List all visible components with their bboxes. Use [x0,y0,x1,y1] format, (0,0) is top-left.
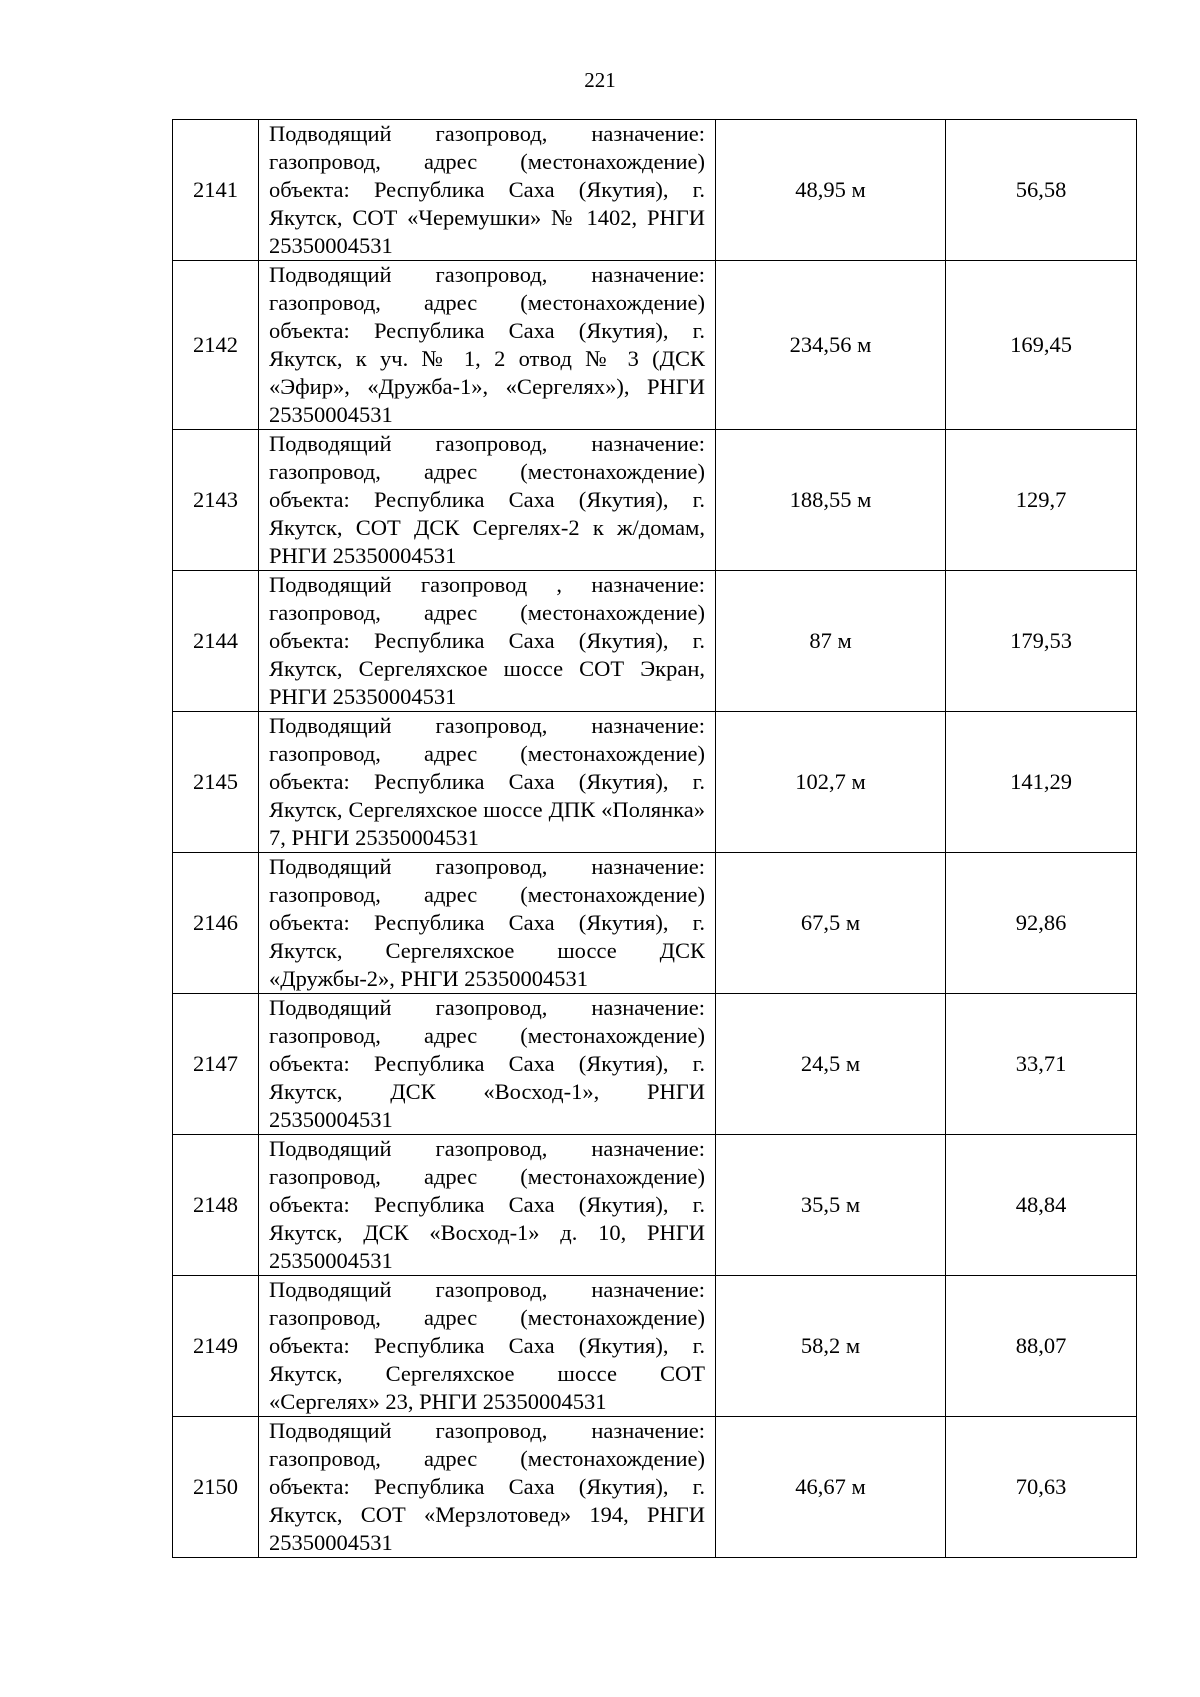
table-row [173,1276,1137,1417]
row-number: 2147 [173,994,259,1135]
object-value: 56,58 [946,120,1137,261]
row-number: 2150 [173,1417,259,1558]
object-length: 35,5 м [716,1135,946,1276]
object-length: 188,55 м [716,430,946,571]
object-length: 58,2 м [716,1276,946,1417]
table-row [173,120,1137,261]
row-number: 2145 [173,712,259,853]
object-value: 169,45 [946,261,1137,430]
table-row [173,430,1137,571]
row-number: 2146 [173,853,259,994]
object-description: Подводящий газопровод , назначение: газопровод, адрес (местонахождение) объекта: Республика Саха (Якутия), г. Якутск, Сергеляхское шоссе СОТ Экран, РНГИ 25350004531 [259,571,716,712]
object-value: 92,86 [946,853,1137,994]
object-value: 33,71 [946,994,1137,1135]
object-value: 48,84 [946,1135,1137,1276]
table-row [173,1417,1137,1558]
object-value: 88,07 [946,1276,1137,1417]
row-number: 2143 [173,430,259,571]
object-description: Подводящий газопровод, назначение: газопровод, адрес (местонахождение) объекта: Республика Саха (Якутия), г. Якутск, СОТ «Мерзлотовед» 194, РНГИ 25350004531 [259,1417,716,1558]
object-value: 179,53 [946,571,1137,712]
row-number: 2148 [173,1135,259,1276]
table-row [173,853,1137,994]
object-length: 102,7 м [716,712,946,853]
object-length: 24,5 м [716,994,946,1135]
object-description: Подводящий газопровод, назначение: газопровод, адрес (местонахождение) объекта: Республика Саха (Якутия), г. Якутск, Сергеляхское шоссе ДПК «Полянка» 7, РНГИ 25350004531 [259,712,716,853]
object-length: 67,5 м [716,853,946,994]
object-description: Подводящий газопровод, назначение: газопровод, адрес (местонахождение) объекта: Республика Саха (Якутия), г. Якутск, ДСК «Восход-1», РНГИ 25350004531 [259,994,716,1135]
object-value: 141,29 [946,712,1137,853]
object-description: Подводящий газопровод, назначение: газопровод, адрес (местонахождение) объекта: Республика Саха (Якутия), г. Якутск, СОТ «Черемушки» № 1402, РНГИ 25350004531 [259,120,716,261]
row-number: 2142 [173,261,259,430]
row-number: 2141 [173,120,259,261]
page-number: 221 [584,68,616,92]
object-description: Подводящий газопровод, назначение: газопровод, адрес (местонахождение) объекта: Республика Саха (Якутия), г. Якутск, Сергеляхское шоссе ДСК «Дружбы-2», РНГИ 25350004531 [259,853,716,994]
object-length: 87 м [716,571,946,712]
object-value: 129,7 [946,430,1137,571]
row-number: 2149 [173,1276,259,1417]
table-row [173,994,1137,1135]
object-length: 48,95 м [716,120,946,261]
object-length: 46,67 м [716,1417,946,1558]
table-row [173,571,1137,712]
property-registry-table [172,119,1137,1558]
object-description: Подводящий газопровод, назначение: газопровод, адрес (местонахождение) объекта: Республика Саха (Якутия), г. Якутск, к уч. № 1, 2 отвод № 3 (ДСК «Эфир», «Дружба-1», «Сергелях»), РНГИ 25350004531 [259,261,716,430]
table-row [173,261,1137,430]
object-description: Подводящий газопровод, назначение: газопровод, адрес (местонахождение) объекта: Республика Саха (Якутия), г. Якутск, Сергеляхское шоссе СОТ «Сергелях» 23, РНГИ 25350004531 [259,1276,716,1417]
table-row [173,1135,1137,1276]
object-description: Подводящий газопровод, назначение: газопровод, адрес (местонахождение) объекта: Республика Саха (Якутия), г. Якутск, ДСК «Восход-1» д. 10, РНГИ 25350004531 [259,1135,716,1276]
object-value: 70,63 [946,1417,1137,1558]
object-description: Подводящий газопровод, назначение: газопровод, адрес (местонахождение) объекта: Республика Саха (Якутия), г. Якутск, СОТ ДСК Сергелях-2 к ж/домам, РНГИ 25350004531 [259,430,716,571]
object-length: 234,56 м [716,261,946,430]
row-number: 2144 [173,571,259,712]
table-row [173,712,1137,853]
